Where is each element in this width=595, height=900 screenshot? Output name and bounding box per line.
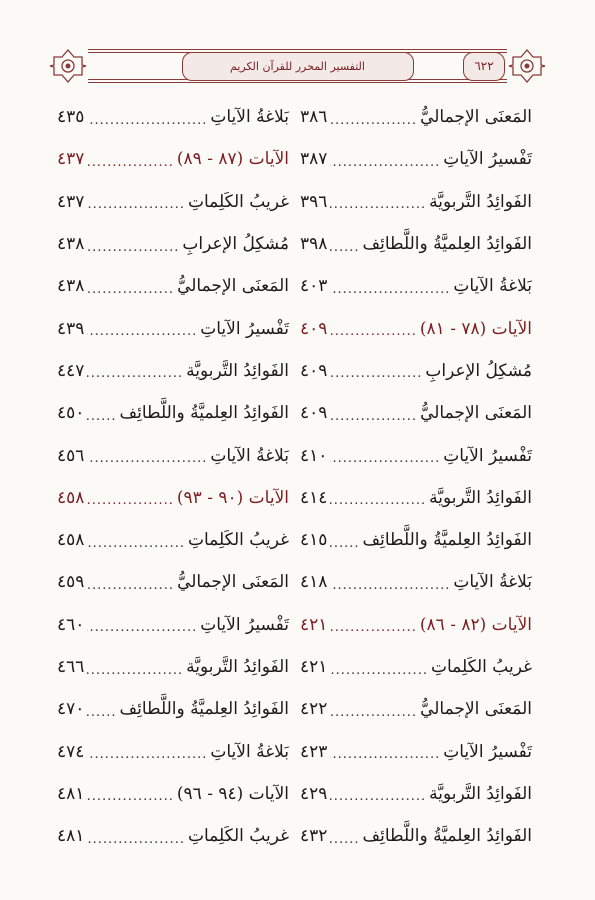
- book-title: التفسير المحرر للقرآن الكريم: [182, 52, 414, 81]
- page-header: [48, 41, 547, 93]
- index-section-entry: [300, 604, 532, 646]
- entry-label: بَلاغةُ الآياتِ: [453, 572, 532, 593]
- index-entry: [300, 688, 532, 730]
- index-section-entry: [300, 307, 532, 349]
- entry-page-number: ٤٢٣: [300, 741, 328, 762]
- entry-page-number: ٤٧٠: [57, 699, 85, 720]
- entry-label: غريبُ الكَلِماتِ: [430, 657, 532, 677]
- entry-page-number: ٤١٤: [300, 487, 328, 508]
- entry-label: مُشكِلُ الإعرابِ: [425, 360, 532, 381]
- entry-label: الفَوائِدُ التَّربويَّة: [186, 360, 289, 381]
- dot-leader: [87, 664, 183, 677]
- entry-label: تَفْسيرُ الآياتِ: [200, 614, 289, 635]
- entry-label: تَفْسيرُ الآياتِ: [443, 741, 532, 762]
- entry-label: تَفْسيرُ الآياتِ: [443, 149, 532, 170]
- dot-leader: [330, 748, 440, 761]
- header-rule: [88, 49, 507, 50]
- index-entry: [300, 646, 532, 688]
- dot-leader: [330, 367, 422, 380]
- dot-leader: [330, 452, 440, 465]
- dot-leader: [330, 664, 428, 677]
- dot-leader: [330, 198, 426, 211]
- dot-leader: [330, 579, 450, 592]
- index-entry: [300, 519, 532, 561]
- entry-page-number: ٤٤٧: [57, 360, 85, 381]
- entry-label: الفَوائِدُ العِلميَّةُ واللَّطائِف: [119, 403, 289, 424]
- entry-page-number: ٤٥٩: [57, 572, 85, 593]
- index-entry: [57, 561, 289, 603]
- dot-leader: [330, 537, 359, 550]
- dot-leader: [87, 410, 116, 423]
- entry-label: الفَوائِدُ التَّربويَّة: [429, 191, 532, 212]
- index-entry: [57, 519, 289, 561]
- entry-page-number: ٣٨٦: [300, 107, 328, 128]
- index-entry: [300, 350, 532, 392]
- entry-page-number: ٤٣٧: [57, 149, 85, 170]
- dot-leader: [330, 156, 440, 169]
- entry-page-number: ٣٩٨: [300, 234, 328, 255]
- index-entry: [300, 434, 532, 476]
- dot-leader: [87, 241, 179, 254]
- entry-label: الفَوائِدُ العِلميَّةُ واللَّطائِف: [119, 699, 289, 720]
- dot-leader: [87, 494, 173, 507]
- entry-page-number: ٤٨١: [57, 826, 85, 847]
- entry-page-number: ٤٥٦: [57, 445, 85, 466]
- entry-page-number: ٤٣٩: [57, 318, 85, 339]
- dot-leader: [87, 367, 183, 380]
- index-entry: [57, 604, 289, 646]
- entry-label: الآيات (٩٠ - ٩٣): [176, 487, 289, 508]
- index-entry: [300, 265, 532, 307]
- entry-label: المَعنَى الإجماليُّ: [420, 107, 532, 128]
- entry-page-number: ٤٢١: [300, 657, 328, 677]
- entry-label: غريبُ الكَلِماتِ: [187, 191, 289, 212]
- dot-leader: [330, 494, 426, 507]
- entry-page-number: ٤٣٨: [57, 276, 85, 297]
- dot-leader: [87, 790, 173, 803]
- dot-leader: [87, 621, 197, 634]
- entry-label: الآيات (٨٢ - ٨٦): [419, 614, 532, 635]
- dot-leader: [87, 706, 116, 719]
- entry-page-number: ٤٢٩: [300, 783, 328, 804]
- index-entry: [57, 223, 289, 265]
- dot-leader: [330, 621, 416, 634]
- index-entry: [300, 223, 532, 265]
- ornament-icon: [48, 47, 88, 85]
- dot-leader: [330, 833, 359, 846]
- entry-label: الفَوائِدُ التَّربويَّة: [429, 487, 532, 508]
- entry-label: غريبُ الكَلِماتِ: [187, 826, 289, 847]
- index-entry: [300, 561, 532, 603]
- index-entry: [300, 730, 532, 772]
- index-entry: [300, 815, 532, 857]
- entry-label: الفَوائِدُ التَّربويَّة: [186, 657, 289, 677]
- index-entry: [300, 138, 532, 180]
- index-section-entry: [57, 138, 289, 180]
- entry-page-number: ٤١٥: [300, 530, 328, 551]
- dot-leader: [87, 833, 185, 846]
- entry-page-number: ٤٣٨: [57, 234, 85, 255]
- index-entry: [57, 688, 289, 730]
- entry-page-number: ٤٠٩: [300, 318, 328, 339]
- dot-leader: [87, 283, 174, 296]
- dot-leader: [87, 325, 197, 338]
- index-entry: [57, 392, 289, 434]
- dot-leader: [87, 452, 207, 465]
- entry-page-number: ٤٠٩: [300, 360, 328, 381]
- entry-page-number: ٤٥٨: [57, 530, 85, 551]
- index-section-entry: [57, 477, 289, 519]
- index-entry: [57, 730, 289, 772]
- page-number: ٦٢٢: [463, 52, 505, 81]
- dot-leader: [87, 156, 173, 169]
- entry-label: الفَوائِدُ التَّربويَّة: [429, 783, 532, 804]
- index-entry: [57, 815, 289, 857]
- entry-label: المَعنَى الإجماليُّ: [420, 699, 532, 720]
- dot-leader: [87, 537, 185, 550]
- entry-label: بَلاغةُ الآياتِ: [210, 107, 289, 128]
- index-entry: [300, 96, 532, 138]
- index-entry: [57, 350, 289, 392]
- index-entry: [300, 773, 532, 815]
- entry-page-number: ٤٧٤: [57, 741, 85, 762]
- entry-page-number: ٤٥٠: [57, 403, 85, 424]
- index-column-right: [300, 96, 532, 857]
- index-entry: [300, 392, 532, 434]
- entry-page-number: ٤٣٧: [57, 191, 85, 212]
- entry-label: الآيات (٧٨ - ٨١): [419, 318, 532, 339]
- dot-leader: [330, 410, 417, 423]
- dot-leader: [330, 283, 450, 296]
- header-rule: [88, 82, 507, 83]
- dot-leader: [330, 790, 426, 803]
- entry-label: المَعنَى الإجماليُّ: [177, 276, 289, 297]
- dot-leader: [87, 579, 174, 592]
- index-entry: [57, 646, 289, 688]
- entry-label: الآيات (٨٧ - ٨٩): [176, 149, 289, 170]
- entry-page-number: ٤٣٥: [57, 107, 85, 128]
- dot-leader: [330, 241, 359, 254]
- index-entry: [300, 477, 532, 519]
- entry-label: الفَوائِدُ العِلميَّةُ واللَّطائِف: [362, 234, 532, 255]
- index-entry: [57, 434, 289, 476]
- index-column-left: [57, 96, 289, 857]
- entry-page-number: ٣٩٦: [300, 191, 328, 212]
- entry-page-number: ٤٠٣: [300, 276, 328, 297]
- entry-label: المَعنَى الإجماليُّ: [420, 403, 532, 424]
- entry-label: الآيات (٩٤ - ٩٦): [176, 783, 289, 804]
- entry-page-number: ٤١٨: [300, 572, 328, 593]
- entry-label: الفَوائِدُ العِلميَّةُ واللَّطائِف: [362, 530, 532, 551]
- dot-leader: [87, 114, 207, 127]
- dot-leader: [330, 706, 417, 719]
- entry-label: الفَوائِدُ العِلميَّةُ واللَّطائِف: [362, 826, 532, 847]
- entry-label: تَفْسيرُ الآياتِ: [200, 318, 289, 339]
- entry-label: بَلاغةُ الآياتِ: [210, 445, 289, 466]
- index-entry: [57, 96, 289, 138]
- index-entry: [57, 265, 289, 307]
- dot-leader: [87, 748, 207, 761]
- entry-page-number: ٤٢١: [300, 614, 328, 635]
- entry-page-number: ٤٨١: [57, 783, 85, 804]
- index-entry: [57, 307, 289, 349]
- index-entry: [57, 181, 289, 223]
- entry-page-number: ٣٨٧: [300, 149, 328, 170]
- index-entry: [300, 181, 532, 223]
- entry-page-number: ٤٦٠: [57, 614, 85, 635]
- entry-label: بَلاغةُ الآياتِ: [210, 741, 289, 762]
- dot-leader: [330, 325, 416, 338]
- entry-page-number: ٤١٠: [300, 445, 328, 466]
- entry-label: بَلاغةُ الآياتِ: [453, 276, 532, 297]
- entry-label: المَعنَى الإجماليُّ: [177, 572, 289, 593]
- ornament-icon: [507, 47, 547, 85]
- index-entry: [57, 773, 289, 815]
- dot-leader: [87, 198, 185, 211]
- dot-leader: [330, 114, 417, 127]
- entry-label: مُشكِلُ الإعرابِ: [182, 234, 289, 255]
- entry-page-number: ٤٠٩: [300, 403, 328, 424]
- entry-label: تَفْسيرُ الآياتِ: [443, 445, 532, 466]
- entry-page-number: ٤٦٦: [57, 657, 85, 677]
- entry-label: غريبُ الكَلِماتِ: [187, 530, 289, 551]
- entry-page-number: ٤٣٢: [300, 826, 328, 847]
- entry-page-number: ٤٢٢: [300, 699, 328, 720]
- entry-page-number: ٤٥٨: [57, 487, 85, 508]
